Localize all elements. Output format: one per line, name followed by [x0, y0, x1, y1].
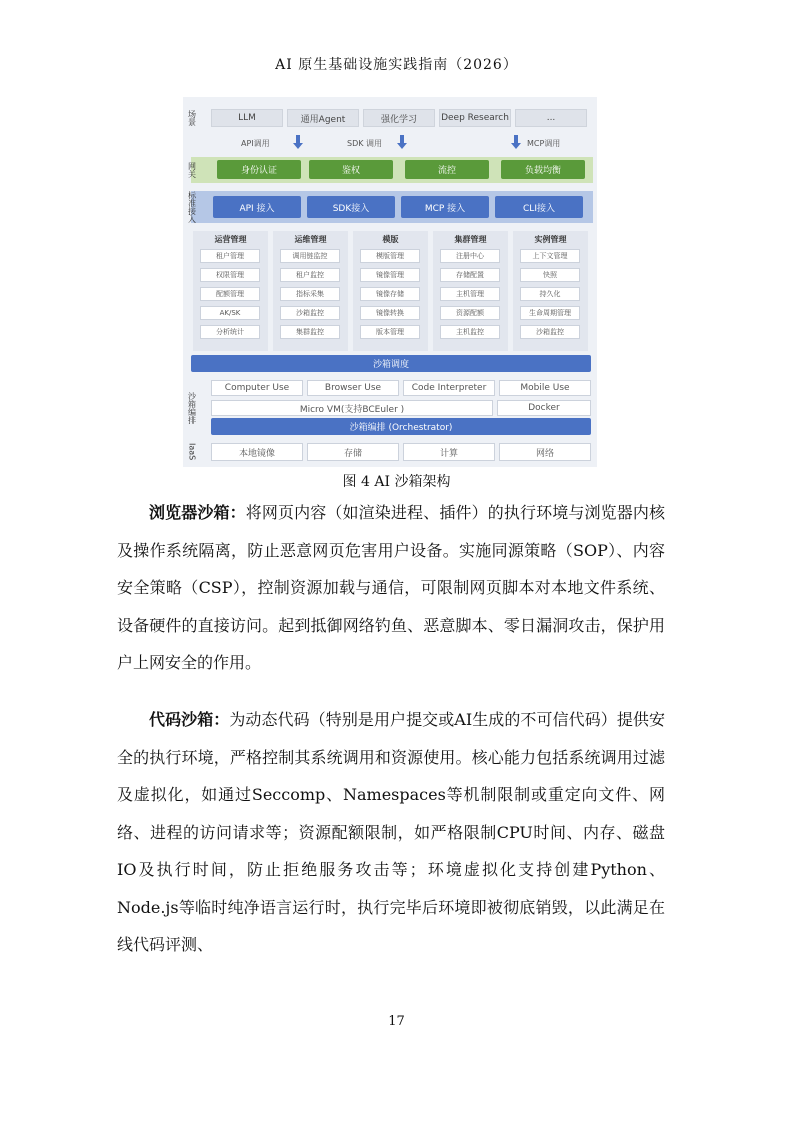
sandbox-type-box: Browser Use	[307, 380, 399, 396]
call-label: MCP调用	[527, 139, 561, 148]
column-item: 租户监控	[280, 268, 340, 282]
scene-box: LLM	[211, 109, 283, 127]
sandbox-type-box: Mobile Use	[499, 380, 591, 396]
column-title: 运维管理	[294, 235, 327, 244]
page-number: 17	[388, 1014, 405, 1029]
iaas-box: 本地镜像	[211, 443, 303, 461]
column-item: 模版管理	[360, 249, 420, 263]
column-title: 运营管理	[214, 235, 247, 244]
scene-box: ...	[515, 109, 587, 127]
column-item: 沙箱监控	[280, 306, 340, 320]
gateway-box: 身份认证	[217, 160, 301, 179]
sandbox-type-box: Code Interpreter	[403, 380, 495, 396]
gateway-side-label: 网关	[187, 162, 197, 178]
iaas-side-label: IaaS	[187, 443, 197, 461]
column-item: 指标采集	[280, 287, 340, 301]
column-item: 租户管理	[200, 249, 260, 263]
access-side-label: 标准接入	[187, 191, 197, 223]
scene-side-label: 场景	[187, 110, 197, 126]
paragraph-code-sandbox	[117, 701, 665, 964]
column-item: 快照	[520, 268, 580, 282]
access-box: MCP 接入	[401, 196, 489, 218]
column-item: 沙箱监控	[520, 325, 580, 339]
scene-box: 强化学习	[363, 109, 435, 127]
column-item: 镜像存储	[360, 287, 420, 301]
gateway-box: 鉴权	[309, 160, 393, 179]
column-item: 注册中心	[440, 249, 500, 263]
column-item: 镜像管理	[360, 268, 420, 282]
paragraph-text: 将网页内容（如渲染进程、插件）的执行环境与浏览器内核及操作系统隔离，防止恶意网页危害用户设备。实施同源策略（SOP）、内容安全策略（CSP），控制资源加载与通信，可限制网页脚本对本地文件系统、设备硬件的直接访问。起到抵御网络钓鱼、恶意脚本、零日漏洞攻击，保护用户上网安全的作用。	[117, 503, 665, 672]
iaas-box: 计算	[403, 443, 495, 461]
column-item: 分析统计	[200, 325, 260, 339]
column-title: 集群管理	[454, 235, 487, 244]
down-arrow-icon	[511, 135, 521, 149]
column-item: 生命周期管理	[520, 306, 580, 320]
call-label: SDK 调用	[347, 139, 383, 148]
column-item: 资源配额	[440, 306, 500, 320]
column-item: 集群监控	[280, 325, 340, 339]
column-item: 上下文管理	[520, 249, 580, 263]
scene-box: 通用Agent	[287, 109, 359, 127]
call-label: API调用	[241, 139, 270, 148]
access-box: CLI接入	[495, 196, 583, 218]
scene-box: Deep Research	[439, 109, 511, 127]
paragraph-text: 为动态代码（特别是用户提交或AI生成的不可信代码）提供安全的执行环境，严格控制其系统调用和资源使用。核心能力包括系统调用过滤及虚拟化，如通过Seccomp、Namespaces等机制限制或重定向文件、网络、进程的访问请求等；资源配额限制，如严格限制CPU时间、内存、磁盘IO及执行时间，防止拒绝服务攻击等；环境虚拟化支持创建Python、Node.js等临时纯净语言运行时，执行完毕后环境即被彻底销毁，以此满足在线代码评测、	[117, 710, 665, 954]
orchestrator-bar: 沙箱编排 (Orchestrator)	[211, 418, 591, 435]
down-arrow-icon	[293, 135, 303, 149]
column-item: 主机监控	[440, 325, 500, 339]
gateway-box: 流控	[405, 160, 489, 179]
orchestration-side-label: 沙箱编排	[187, 392, 197, 424]
gateway-box: 负载均衡	[501, 160, 585, 179]
sandbox-scheduling-bar: 沙箱调度	[191, 355, 591, 372]
access-box: SDK接入	[307, 196, 395, 218]
column-item: 权限管理	[200, 268, 260, 282]
column-item: 配额管理	[200, 287, 260, 301]
down-arrow-icon	[397, 135, 407, 149]
column-item: 调用链监控	[280, 249, 340, 263]
docker-box: Docker	[497, 400, 591, 416]
column-item: 镜像转换	[360, 306, 420, 320]
figure-caption: 图 4 AI 沙箱架构	[342, 474, 451, 490]
micro-vm-box: Micro VM(支持BCEuler )	[211, 400, 493, 416]
iaas-box: 存储	[307, 443, 399, 461]
column-item: 存储配置	[440, 268, 500, 282]
column-item: 主机管理	[440, 287, 500, 301]
term-browser-sandbox: 浏览器沙箱：	[149, 503, 246, 522]
access-box: API 接入	[213, 196, 301, 218]
column-item: 版本管理	[360, 325, 420, 339]
iaas-box: 网络	[499, 443, 591, 461]
running-header: AI 原生基础设施实践指南（2026）	[275, 57, 518, 73]
column-item: 持久化	[520, 287, 580, 301]
term-code-sandbox: 代码沙箱：	[149, 710, 230, 729]
column-item: AK/SK	[200, 306, 260, 320]
paragraph-browser-sandbox	[117, 494, 665, 682]
column-title: 实例管理	[534, 235, 567, 244]
column-title: 模版	[382, 235, 399, 244]
architecture-figure	[183, 97, 597, 467]
sandbox-type-box: Computer Use	[211, 380, 303, 396]
